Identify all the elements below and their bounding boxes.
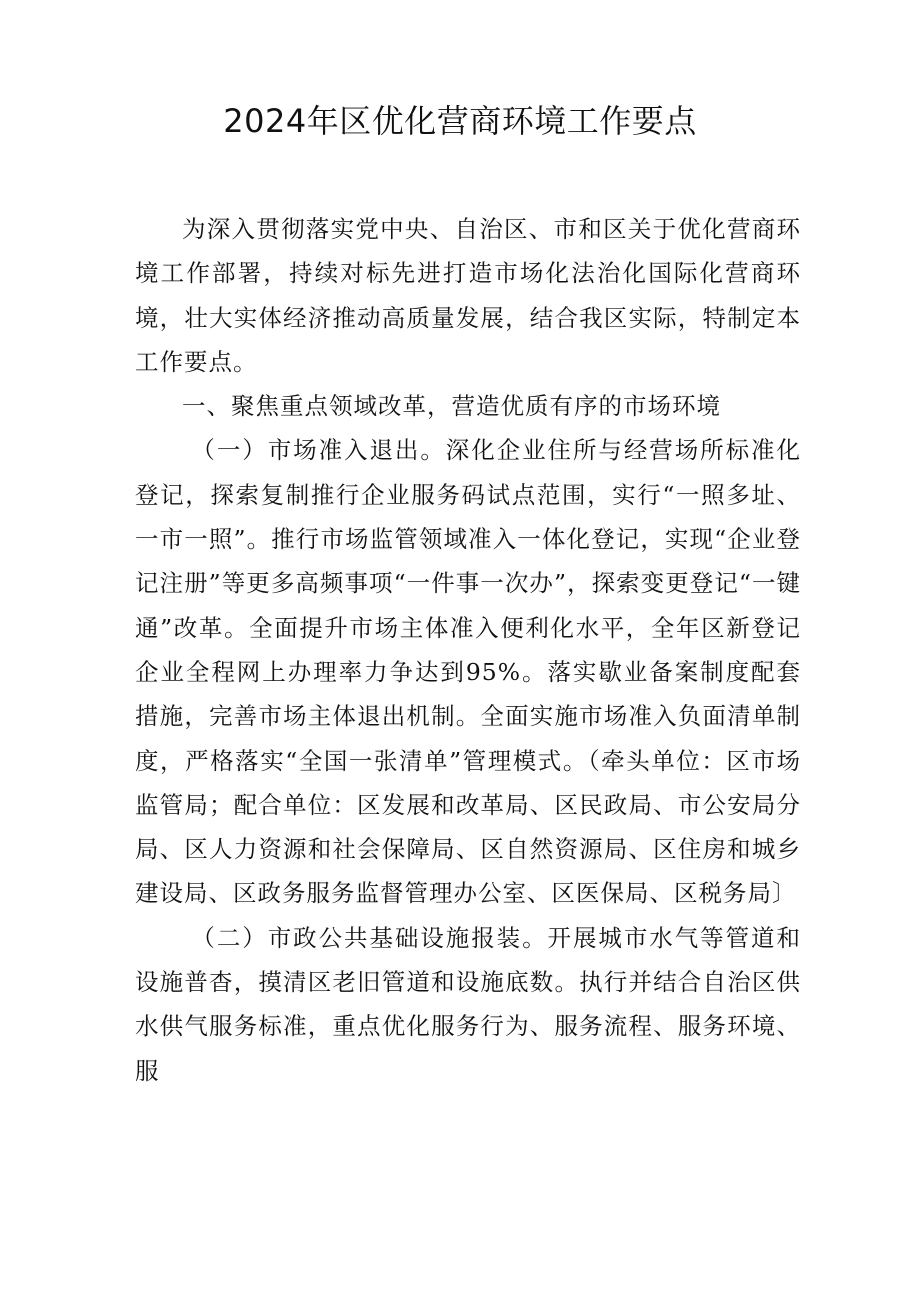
section-heading: 一、聚焦重点领域改革，营造优质有序的市场环境 (182, 392, 721, 421)
document-body (135, 207, 801, 1093)
item-paragraph-1: （一）市场准入退出。深化企业住所与经营场所标准化登记，探索复制推行企业服务码试点范围，实行“一照多址、一市一照”。推行市场监管领域准入一体化登记，实现“企业登记注册”等更多高频事项“一件事一次办”，探索变更登记“一键通”改革。全面提升市场主体准入便利化水平，全年区新登记企业全程网上办理率力争达到95%。落实歇业备案制度配套措施，完善市场主体退出机制。全面实施市场准入负面清单制度，严格落实“全国一张清单”管理模式。（牵头单位：区市场监管局；配合单位：区发展和改革局、区民政局、市公安局分局、区人力资源和社会保障局、区自然资源局、区住房和城乡建设局、区政务服务监督管理办公室、区医保局、区税务局〕 (135, 436, 801, 908)
intro-paragraph: 为深入贯彻落实党中央、自治区、市和区关于优化营商环境工作部署，持续对标先进打造市场化法治化国际化营商环境，壮大实体经济推动高质量发展，结合我区实际，特制定本工作要点。 (135, 215, 801, 376)
item-paragraph-2: （二）市政公共基础设施报装。开展城市水气等管道和设施普杳，摸清区老旧管道和设施底数。执行并结合自治区供水供气服务标准，重点优化服务行为、服务流程、服务环境、服 (135, 923, 801, 1085)
document-title: 2024年区优化营商环境工作要点 (223, 102, 697, 140)
